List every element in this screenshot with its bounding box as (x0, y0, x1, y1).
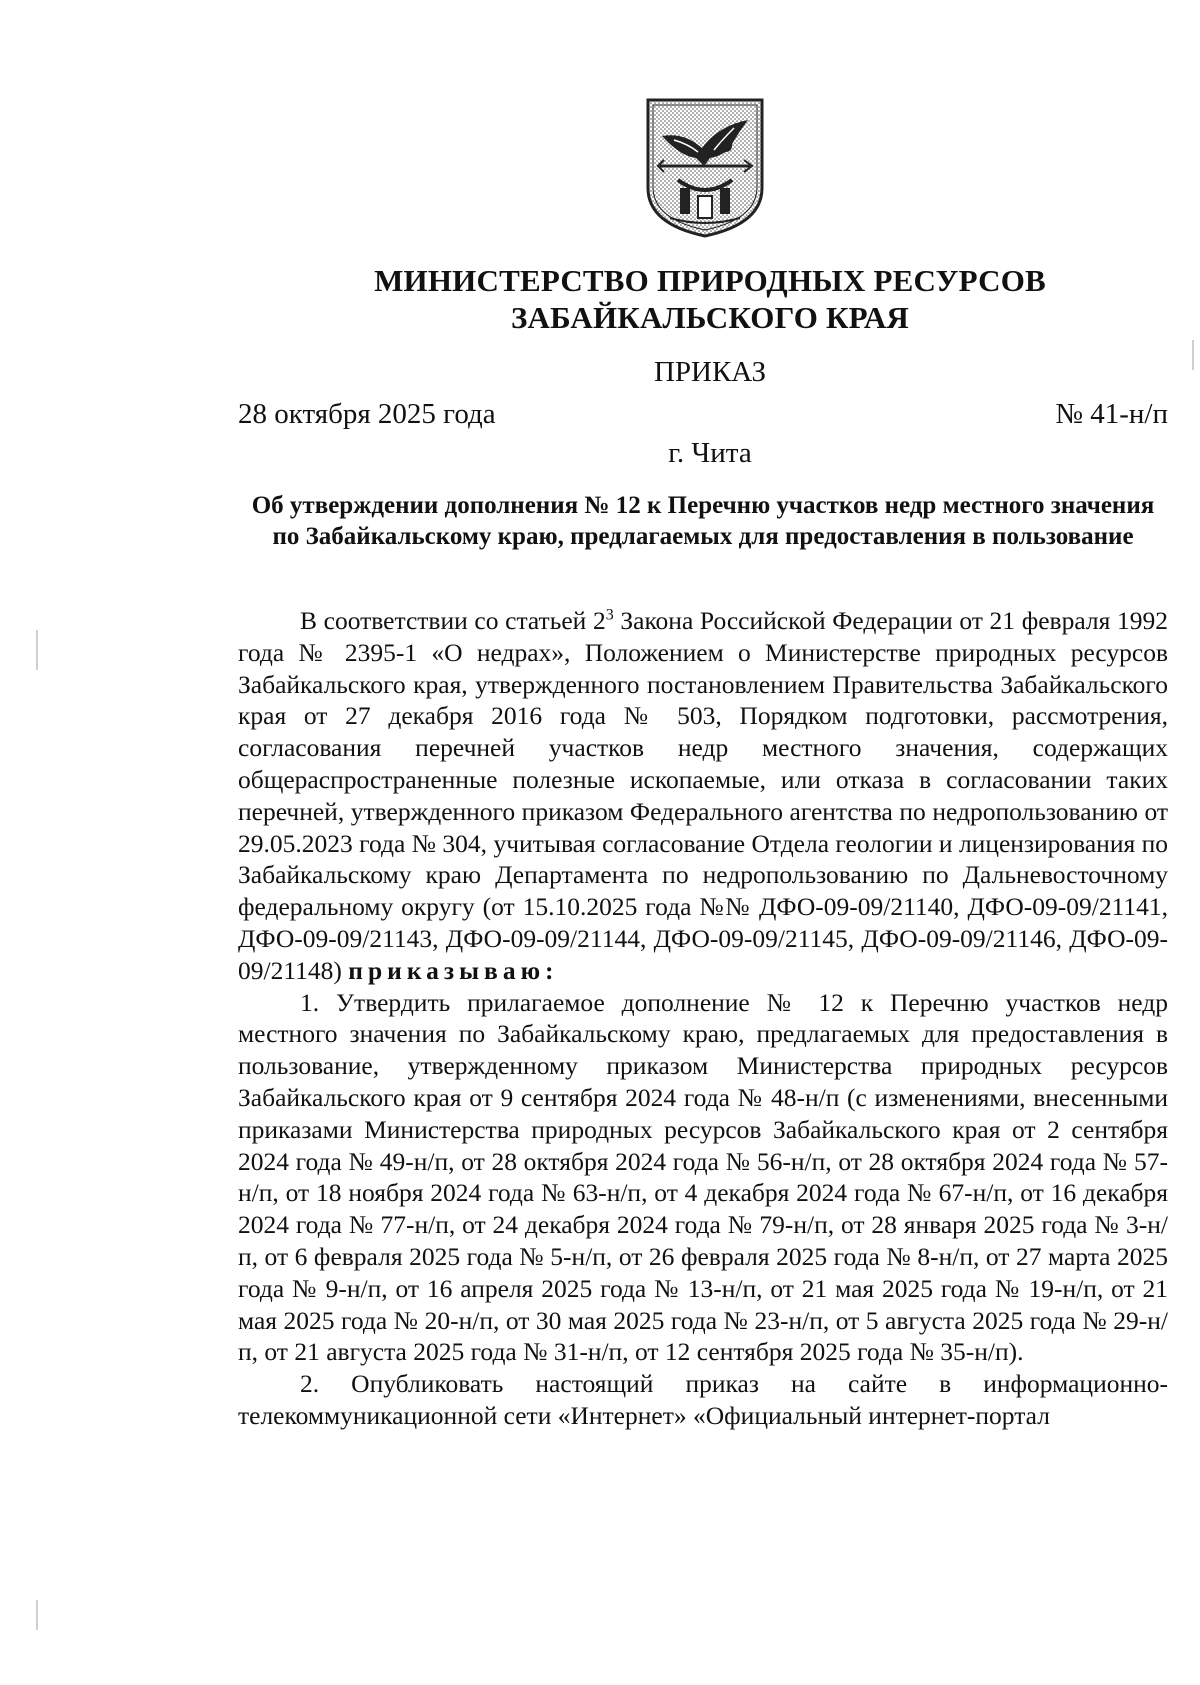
left-margin-mark (36, 1600, 38, 1630)
preamble-superscript: 3 (605, 606, 614, 624)
order-date: 28 октября 2025 года (238, 398, 496, 430)
ministry-title-line2: ЗАБАЙКАЛЬСКОГО КРАЯ (510, 300, 910, 335)
order-number: № 41-н/п (1055, 398, 1168, 430)
date-number-row (238, 397, 1168, 433)
preamble-part1: В соответствии со статьей 2 (300, 606, 606, 635)
ministry-title-line1: МИНИСТЕРСТВО ПРИРОДНЫХ РЕСУРСОВ (374, 263, 1046, 298)
order-subject: Об утверждении дополнения № 12 к Перечню участков недр местного значения по Забайкальскому краю, предлагаемых для предоставления в пользование (251, 492, 1155, 550)
order-body (238, 605, 1168, 1432)
orders-word: приказываю: (348, 955, 559, 985)
order-city: г. Чита (668, 437, 752, 469)
preamble-part2: Закона Российской Федерации от 21 февраля 1992 года № 2395-1 «О недрах», Положением о Министерстве природных ресурсов Забайкальского края, утвержденного постановлением Правительства Забайкальского края от 27 декабря 2016 года № 503, Порядком подготовки, рассмотрения, согласования перечней участков недр местного значения, содержащих общераспространенные полезные ископаемые, или отказа в согласовании таких перечней, утвержденного приказом Федерального агентства по недропользованию от 29.05.2023 года № 304, учитывая согласование Отдела геологии и лицензирования по Забайкальскому краю Департамента по недропользованию по Дальневосточному федеральному округу (от 15.10.2025 года №№ ДФО-09-09/21140, ДФО-09-09/21141, ДФО-09-09/21143, ДФО-09-09/21144, ДФО-09-09/21145, ДФО-09-09/21146, ДФО-09-09/21148) (238, 606, 1168, 985)
right-margin-mark (1192, 340, 1194, 370)
coat-of-arms-emblem (644, 96, 766, 240)
ministry-title (300, 262, 1120, 336)
left-margin-mark (36, 630, 38, 670)
item-paragraph-2: 2. Опубликовать настоящий приказ на сайте в информационно-телекоммуникационной сети «Интернет» «Официальный интернет-портал (238, 1369, 1168, 1430)
item-paragraph-1: 1. Утвердить прилагаемое дополнение № 12 к Перечню участков недр местного значения по Забайкальскому краю, предлагаемых для предоставления в пользование, утвержденному приказом Министерства природных ресурсов Забайкальского края от 9 сентября 2024 года № 48-н/п (с изменениями, внесенными приказами Министерства природных ресурсов Забайкальского края от 2 сентября 2024 года № 49-н/п, от 28 октября 2024 года № 56-н/п, от 28 октября 2024 года № 57-н/п, от 18 ноября 2024 года № 63-н/п, от 4 декабря 2024 года № 67-н/п, от 16 декабря 2024 года № 77-н/п, от 24 декабря 2024 года № 79-н/п, от 28 января 2025 года № 3-н/п, от 6 февраля 2025 года № 5-н/п, от 26 февраля 2025 года № 8-н/п, от 27 марта 2025 года № 9-н/п, от 16 апреля 2025 года № 13-н/п, от 21 мая 2025 года № 19-н/п, от 21 мая 2025 года № 20-н/п, от 30 мая 2025 года № 23-н/п, от 5 августа 2025 года № 29-н/п, от 21 августа 2025 года № 31-н/п, от 12 сентября 2025 года № 35-н/п). (238, 987, 1168, 1367)
preamble-paragraph (238, 605, 1168, 987)
document-type: ПРИКАЗ (653, 356, 767, 388)
